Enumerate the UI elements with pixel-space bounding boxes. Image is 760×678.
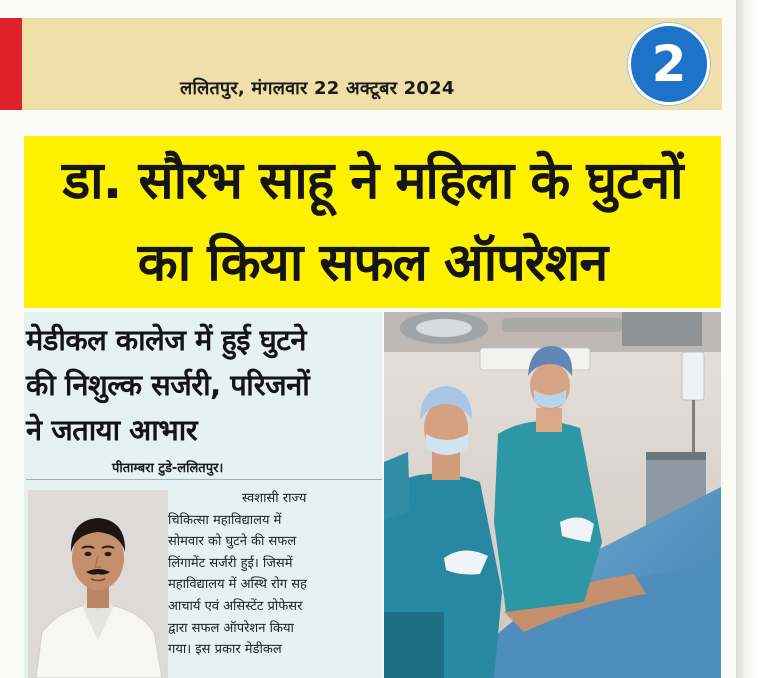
body-line: गया। इस प्रकार मेडीकल xyxy=(168,642,282,658)
subheadline-line-3: ने जताया आभार xyxy=(26,413,198,447)
headline-line-1: डा. सौरभ साहू ने महिला के घुटनों xyxy=(62,151,683,211)
operating-room-image xyxy=(384,312,721,678)
body-line: सोमवार को घुटने की सफल xyxy=(168,534,297,550)
doctor-portrait xyxy=(28,490,168,678)
dateline: ललितपुर, मंगलवार 22 अक्टूबर 2024 xyxy=(180,78,455,99)
doctor-portrait-image xyxy=(28,490,168,678)
byline: पीताम्बरा टुडे-ललितपुर। xyxy=(112,461,224,476)
headline-line-2: का किया सफल ऑपरेशन xyxy=(137,233,608,293)
subheadline-line-2: की निशुल्क सर्जरी, परिजनों xyxy=(26,368,310,402)
body-line: स्वशासी राज्य xyxy=(242,491,307,506)
body-line: महाविद्यालय में अस्थि रोग सह xyxy=(168,577,307,593)
page-number-badge: 2 xyxy=(628,23,710,105)
subheadline-line-1: मेडीकल कालेज में हुई घुटने xyxy=(26,323,306,357)
headline xyxy=(24,140,721,304)
operating-room-photo xyxy=(384,312,721,678)
body-line: आचार्य एवं असिस्टेंट प्रोफेसर xyxy=(168,598,303,614)
body-line: द्वारा सफल ऑपरेशन किया xyxy=(168,620,294,636)
body-line: चिकित्सा महाविद्यालय में xyxy=(168,512,282,528)
red-accent-strip xyxy=(0,18,22,110)
byline-divider xyxy=(26,479,382,480)
article-body xyxy=(168,488,378,661)
body-line: लिंगामेंट सर्जरी हुई। जिसमें xyxy=(168,555,293,571)
page-edge-shadow xyxy=(736,0,760,678)
subheadline xyxy=(26,318,382,453)
